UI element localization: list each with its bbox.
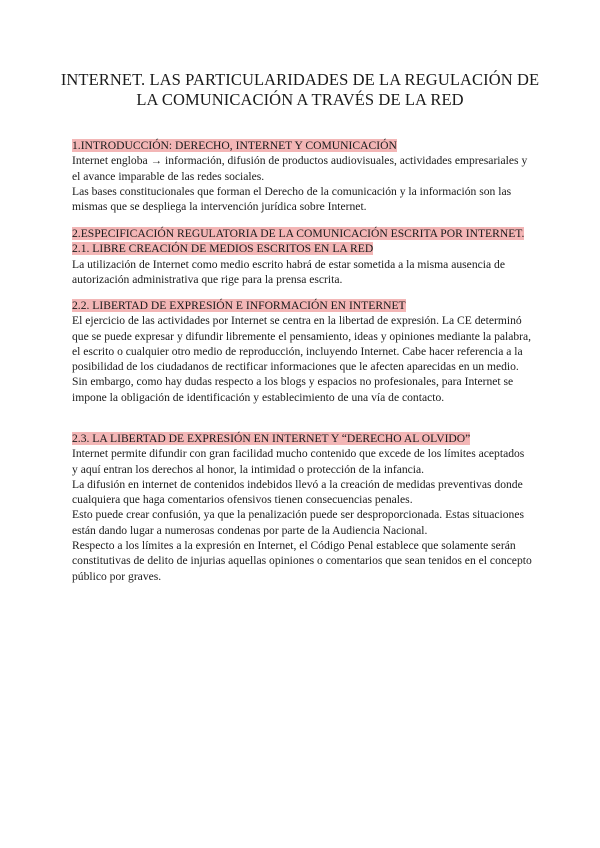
paragraph: Esto puede crear confusión, ya que la penalización puede ser desproporcionada. Estas situaciones están dando lugar a numerosas condenas por parte de la Audiencia Nacional. [72,508,524,537]
subsection-heading: 2.1. LIBRE CREACIÓN DE MEDIOS ESCRITOS EN LA RED [72,242,374,256]
section-introduccion [72,138,532,214]
section-heading: 1.INTRODUCCIÓN: DERECHO, INTERNET Y COMUNICACIÓN [72,139,397,152]
paragraph: Respecto a los límites a la expresión en Internet, el Código Penal establece que solamente serán constitutivas de delito de injurias aquellas opiniones o comentarios que sean tenidos en el concepto público por graves. [72,539,532,583]
section-derecho-olvido [72,431,532,584]
title-line-2: LA COMUNICACIÓN A TRAVÉS DE LA RED [136,90,464,109]
paragraph: El ejercicio de las actividades por Internet se centra en la libertad de expresión. La CE determinó que se puede expresar y difundir libremente el pensamiento, ideas y opiniones mediante la palabra, el escrito o cualquier otro medio de reproducción, incluyendo Internet. Cabe hacer referencia a la posibilidad de los ciudadanos de rectificar informaciones que le afecten aparecidas en un medio. Sin embargo, como hay dudas respecto a los blogs y espacios no profesionales, para Internet se impone la obligación de identificación y establecimiento de una vía de contacto. [72,314,532,404]
subsection-heading: 2.3. LA LIBERTAD DE EXPRESIÓN EN INTERNET Y “DERECHO AL OLVIDO” [72,432,471,445]
paragraph: La difusión en internet de contenidos indebidos llevó a la creación de medidas preventivas donde cualquiera que haga comentarios ofensivos tienen consecuencias penales. [72,477,523,507]
section-especificacion [72,226,532,287]
title-line-1: INTERNET. LAS PARTICULARIDADES DE LA REGULACIÓN DE [60,70,540,89]
section-heading: 2.ESPECIFICACIÓN REGULATORIA DE LA COMUNICACIÓN ESCRITA POR INTERNET. [72,227,525,240]
subsection-heading: 2.2. LIBERTAD DE EXPRESIÓN E INFORMACIÓN EN INTERNET [72,299,406,312]
section-libertad-expresion [72,298,532,405]
paragraph: Internet engloba → información, difusión de productos audiovisuales, actividades empresariales y el avance imparable de las redes sociales. [72,154,528,183]
paragraph: La utilización de Internet como medio escrito habrá de estar sometida a la misma ausencia de autorización administrativa que rige para la prensa escrita. [72,257,505,286]
document-title [60,70,540,110]
paragraph: Las bases constitucionales que forman el Derecho de la comunicación y la información son las mismas que se despliega la intervención jurídica sobre Internet. [72,184,512,214]
paragraph: Internet permite difundir con gran facilidad mucho contenido que excede de los límites aceptados y aquí entran los derechos al honor, la intimidad o protección de la infancia. [72,447,525,476]
